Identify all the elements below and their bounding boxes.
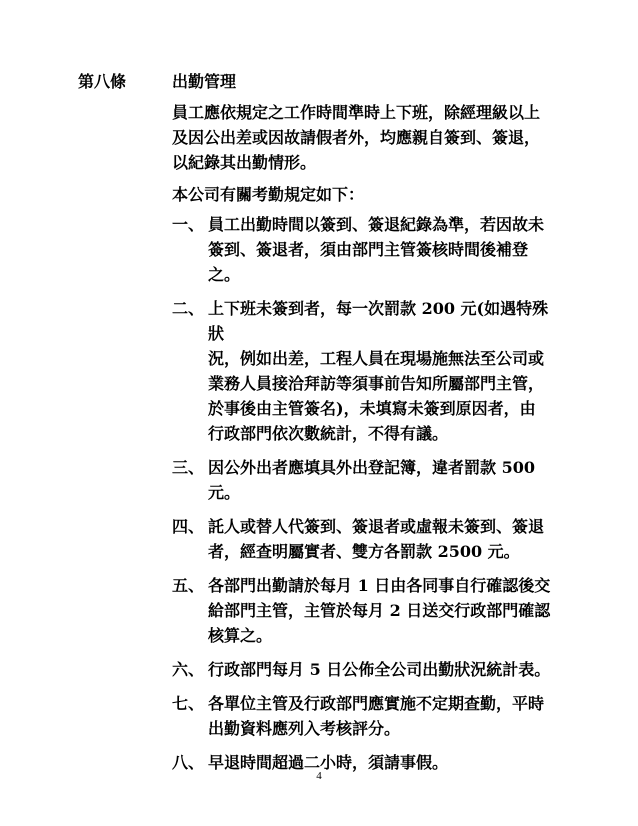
list-item-text: 因公外出者應填具外出登記簿，違者罰款 500 元。	[208, 458, 535, 502]
intro-paragraph: 員工應依規定之工作時間準時上下班，除經理級以上 及因公出差或因故請假者外，均應親自簽到、簽退， 以紀錄其出勤情形。	[172, 103, 541, 172]
list-item	[172, 573, 564, 648]
list-item-number: 四、	[172, 517, 205, 536]
list-item-text: 上下班未簽到者，每一次罰款 200 元(如遇特殊狀 況，例如出差，工程人員在現場施無法至公司或 業務人員接洽拜訪等須事前告知所屬部門主管， 於事後由主管簽名)，未填寫未簽到原因者，由 行政部門依次數統計，不得有議。	[208, 299, 549, 443]
article-body	[172, 100, 564, 784]
list-item-text: 託人或替人代簽到、簽退者或虛報未簽到、簽退 者，經查明屬實者、雙方各罰款 2500 元。	[208, 517, 545, 561]
article-title: 出勤管理	[172, 72, 237, 91]
list-item-text: 早退時間超過二小時，須請事假。	[208, 753, 449, 772]
list-item-text: 行政部門每月 5 日公佈全公司出勤狀況統計表。	[208, 660, 551, 679]
rules-list	[172, 212, 564, 775]
page-number: 4	[316, 770, 322, 782]
article-number: 第八條	[78, 72, 127, 91]
list-item-text: 各單位主管及行政部門應實施不定期查勤，平時 出勤資料應列入考核評分。	[208, 694, 545, 738]
list-item-number: 五、	[172, 576, 205, 595]
list-item-number: 七、	[172, 694, 205, 713]
list-item-number: 六、	[172, 660, 205, 679]
list-item	[172, 296, 564, 446]
list-item-text: 各部門出勤請於每月 1 日由各同事自行確認後交 給部門主管，主管於每月 2 日送交行政部門確認 核算之。	[208, 576, 551, 645]
list-item	[172, 691, 564, 741]
list-item	[172, 455, 564, 505]
list-item	[172, 514, 564, 564]
list-item	[172, 657, 564, 682]
list-item-number: 八、	[172, 753, 205, 772]
list-item-number: 二、	[172, 299, 205, 318]
list-item-number: 三、	[172, 458, 205, 477]
lead-paragraph: 本公司有關考勤規定如下：	[172, 185, 365, 204]
list-item-number: 一、	[172, 215, 205, 234]
list-item	[172, 212, 564, 287]
list-item-text: 員工出勤時間以簽到、簽退紀錄為準，若因故未 簽到、簽退者，須由部門主管簽核時間後補登 之。	[208, 215, 545, 284]
